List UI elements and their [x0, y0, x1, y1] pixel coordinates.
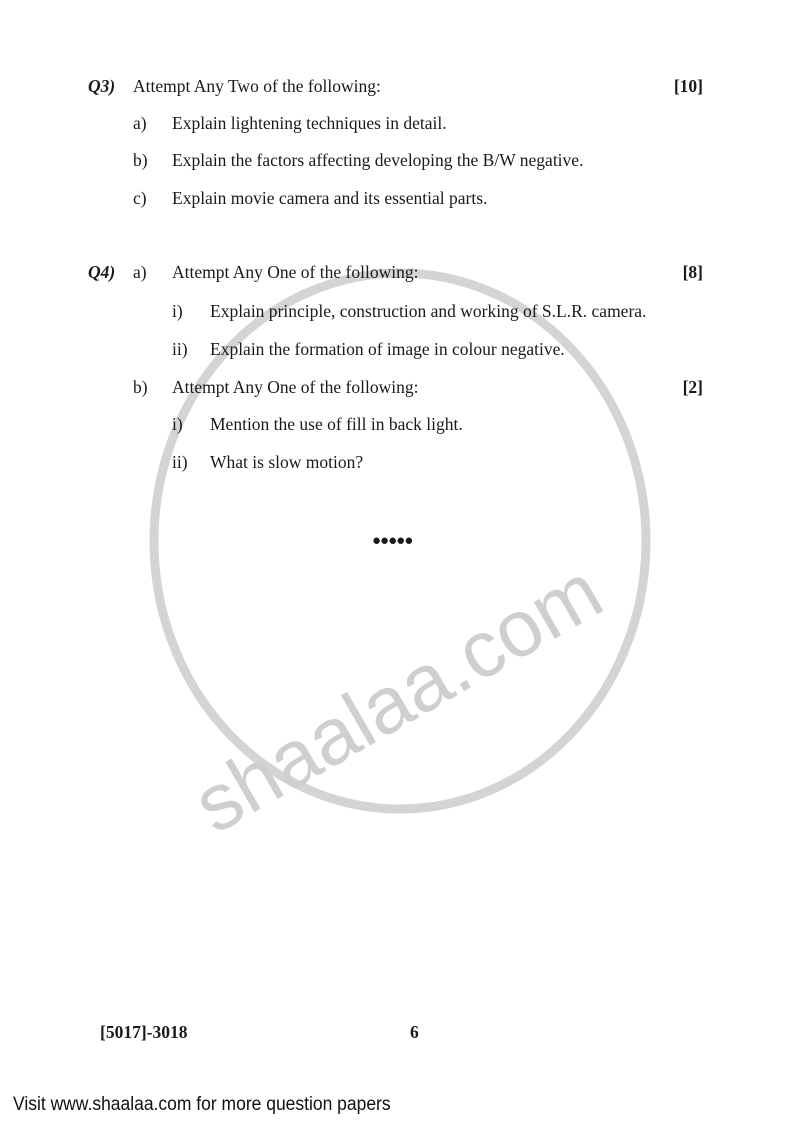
q3-label: Q3)	[88, 76, 116, 96]
q4-label: Q4)	[88, 262, 116, 282]
q3-a-text: Explain lightening techniques in detail.	[172, 113, 447, 133]
q4-b-ii-text: What is slow motion?	[210, 452, 364, 472]
q3-c-text: Explain movie camera and its essential parts.	[172, 188, 488, 208]
q4-b-i-label: i)	[172, 414, 183, 434]
q3-b-text: Explain the factors affecting developing the B/W negative.	[172, 150, 584, 170]
q3-c-label: c)	[133, 188, 147, 208]
q4-b-i-text: Mention the use of fill in back light.	[210, 414, 463, 434]
q3-b-label: b)	[133, 150, 148, 170]
q4-a-title: Attempt Any One of the following:	[172, 262, 419, 282]
page-number: 6	[410, 1022, 419, 1042]
q4-a-label: a)	[133, 262, 147, 282]
q4-a-ii-label: ii)	[172, 339, 188, 359]
q4-b-ii-label: ii)	[172, 452, 188, 472]
q4-b-title: Attempt Any One of the following:	[172, 377, 419, 397]
q4-b-marks: [2]	[682, 377, 703, 397]
paper-code: [5017]-3018	[100, 1022, 188, 1042]
q3-marks: [10]	[673, 76, 703, 96]
q3-title: Attempt Any Two of the following:	[133, 76, 381, 96]
q4-b-label: b)	[133, 377, 148, 397]
visit-banner: Visit www.shaalaa.com for more question papers	[13, 1094, 391, 1115]
q4-a-i-text: Explain principle, construction and working of S.L.R. camera.	[210, 301, 647, 321]
q3-a-label: a)	[133, 113, 147, 133]
watermark-text: shaalaa.com	[179, 545, 617, 850]
q4-a-marks: [8]	[682, 262, 703, 282]
end-of-paper-mark: ●●●●●	[372, 533, 413, 549]
q4-a-i-label: i)	[172, 301, 183, 321]
q4-a-ii-text: Explain the formation of image in colour negative.	[210, 339, 565, 359]
